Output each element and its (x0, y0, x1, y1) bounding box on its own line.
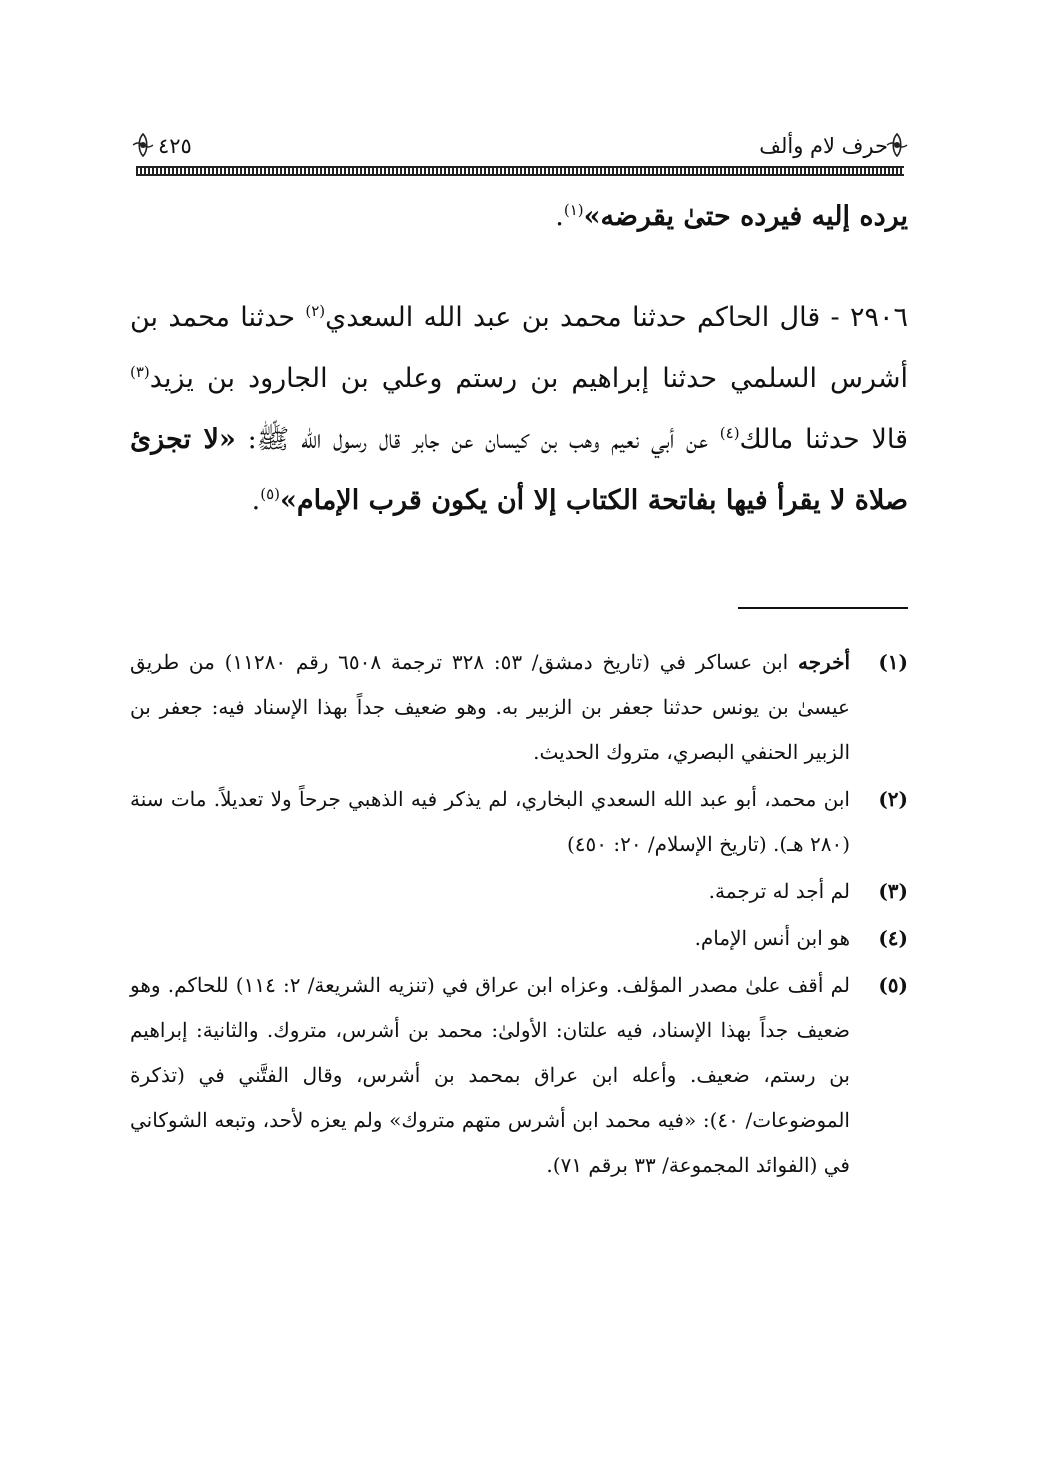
footnote-ref[interactable]: (٥) (260, 485, 281, 503)
running-title: حرف لام وألف (759, 134, 888, 158)
hadith-intro: ٢٩٠٦ - قال الحاكم حدثنا محمد بن عبد الله السعدي (325, 302, 908, 333)
footnote-ref[interactable]: (٤) (719, 424, 740, 442)
page-header (130, 128, 910, 178)
hadith-chain: قالا حدثنا مالك (739, 424, 909, 455)
hadith-quote-end: يرده إليه فيرده حتىٰ يقرضه» (583, 201, 908, 232)
footnote-item (130, 640, 908, 775)
ornament-icon (130, 132, 156, 158)
punctuation: . (555, 201, 564, 232)
footnote-text (130, 963, 850, 1188)
page-number: ٤٢٥ (158, 134, 192, 158)
footnotes (130, 640, 908, 1190)
hadith-paragraph (130, 287, 908, 531)
hadith-chain: حدثنا محمد بن أشرس السلمي حدثنا إبراهيم بن رستم وعلي بن الجارود بن يزيد (130, 302, 908, 394)
footnote-item (130, 777, 908, 867)
footnote-body: لم أقف علىٰ مصدر المؤلف. وعزاه ابن عراق في (تنزيه الشريعة/ ٢: ١١٤) للحاكم. وهو ضعيف جداً بهذا الإسناد، فيه علتان: الأولىٰ: محمد بن أشرس، متروك. والثانية: إبراهيم بن رستم، ضعيف. وأعله ابن عراق بمحمد بن أشرس، وقال الفتَّني في (تذكرة الموضوعات/ ٤٠): «فيه محمد ابن أشرس متهم متروك» ولم يعزه لأحد، وتبعه الشوكاني في (الفوائد المجموعة/ ٣٣ برقم ٧١). (130, 973, 850, 1177)
footnote-body: ابن محمد، أبو عبد الله السعدي البخاري، لم يذكر فيه الذهبي جرحاً ولا تعديلاً. مات سنة (٢٨٠ هـ). (تاريخ الإسلام/ ٢٠: ٤٥٠) (130, 787, 850, 856)
footnote-ref[interactable]: (١) (563, 201, 584, 219)
hadith-chain: عن أبي نعيم وهب بن كيسان عن جابر قال رسول الله ﷺ: (235, 424, 720, 455)
footnote-text (130, 869, 850, 914)
footnote-text (130, 640, 850, 775)
footnote-item (130, 963, 908, 1188)
footnote-number: (١) (878, 650, 908, 674)
continuation-paragraph (130, 186, 908, 247)
footnote-body: ابن عساكر في (تاريخ دمشق/ ٥٣: ٣٢٨ ترجمة ٦٥٠٨ رقم ١١٢٨٠) من طريق عيسىٰ بن يونس حدثنا جعفر بن الزبير به. وهو ضعيف جداً بهذا الإسناد فيه: جعفر بن الزبير الحنفي البصري، متروك الحديث. (130, 650, 850, 764)
footnote-ref[interactable]: (٣) (130, 363, 150, 381)
footnote-ref[interactable]: (٢) (305, 302, 326, 320)
footnote-separator (738, 607, 908, 609)
punctuation: . (251, 485, 261, 516)
footnote-number: (٢) (878, 787, 908, 811)
footnote-body: هو ابن أنس الإمام. (694, 926, 850, 950)
header-rule (136, 166, 904, 176)
hadith-text: «لا تجزئ صلاة لا يقرأ فيها بفاتحة الكتاب إلا أن يكون قرب الإمام» (130, 424, 908, 516)
footnote-text (130, 916, 850, 961)
footnote-lead: أخرجه (797, 650, 851, 674)
footnote-text (130, 777, 850, 867)
footnote-number: (٤) (878, 926, 908, 950)
footnote-number: (٥) (878, 973, 908, 997)
footnote-number: (٣) (878, 879, 908, 903)
footnote-item (130, 916, 908, 961)
footnote-item (130, 869, 908, 914)
footnote-body: لم أجد له ترجمة. (708, 879, 850, 903)
